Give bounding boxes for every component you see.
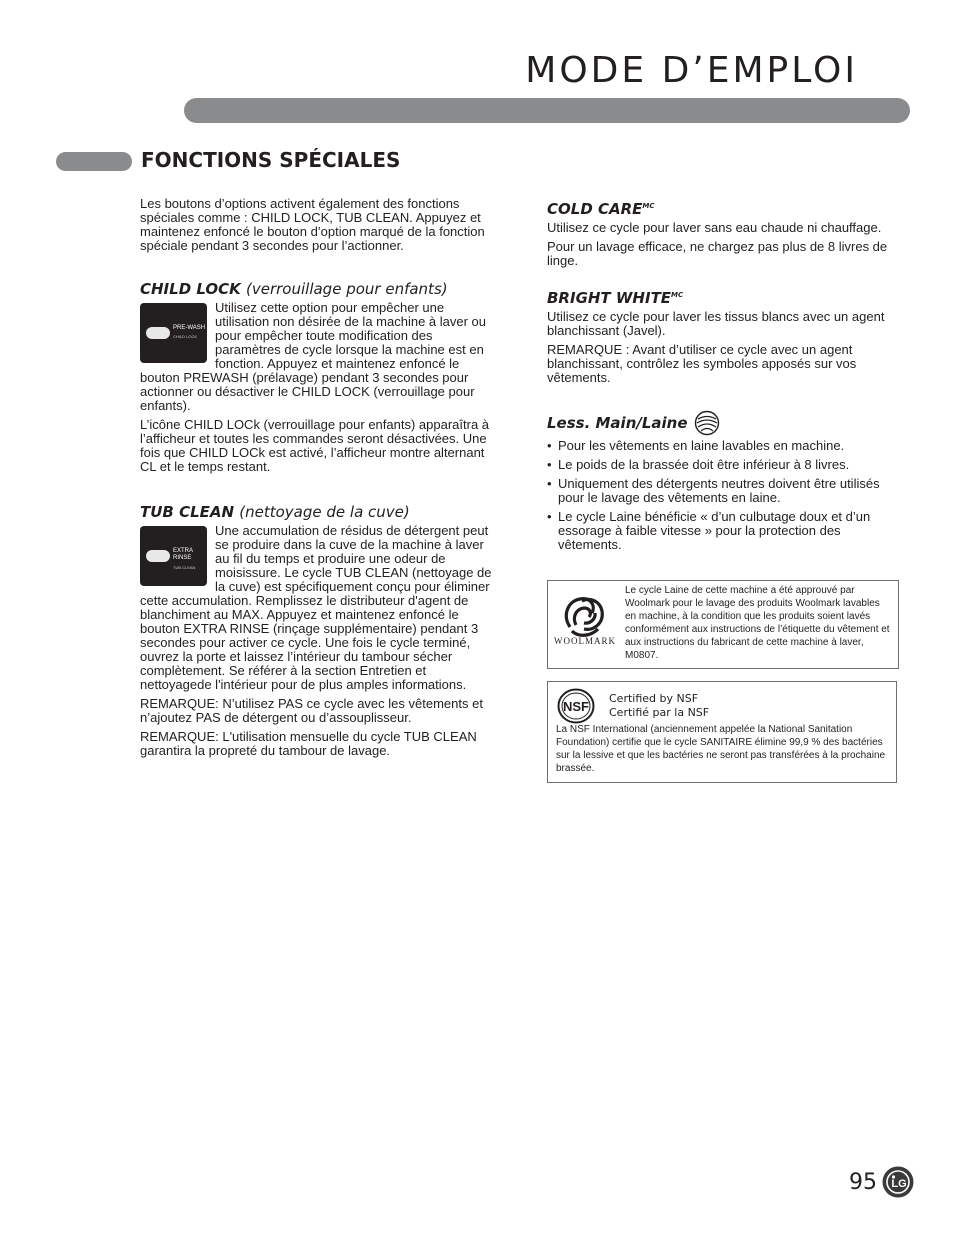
cold-care-title: COLD CARE — [547, 200, 643, 218]
lg-logo-icon — [882, 1166, 914, 1198]
child-lock-heading — [140, 280, 495, 298]
wool-title: Less. Main/Laine — [547, 414, 688, 432]
list-item: • Le cycle Laine bénéficie « d’un culbutage doux et d’un essorage à faible vitesse » pour la protection des vêtements. — [547, 509, 871, 552]
nsf-certification — [609, 692, 709, 720]
list-item: • Le poids de la brassée doit être inférieur à 8 livres. — [547, 457, 850, 472]
child-lock-sublabel: CHILD LOCK — [173, 334, 198, 339]
bright-white-title: BRIGHT WHITE — [547, 289, 672, 307]
nsf-logo-icon — [557, 688, 595, 724]
list-item: • Uniquement des détergents neutres doivent être utilisés pour le lavage des vêtements en laine. — [547, 476, 880, 505]
child-lock-title: CHILD LOCK — [140, 280, 241, 298]
list-item: • Pour les vêtements en laine lavables en machine. — [547, 438, 845, 453]
spacer — [140, 479, 495, 503]
nsf-cert-fr: Certifié par la NSF — [609, 706, 710, 719]
nsf-text: La NSF International (anciennement appelée la National Sanitation Foundation) certifie que le cycle SANITAIRE élimine 99,9 % des bactéries sur la lessive et que les bactéries ne seront pas transférées à la prochaine brassée. — [556, 724, 886, 774]
bright-white-text-2: REMARQUE : Avant d’utiliser ce cycle avec un agent blanchissant, contrôlez les symboles apposés sur vos vêtements. — [547, 342, 857, 385]
child-lock-text-1: Utilisez cette option pour empêcher une utilisation non désirée de la machine à laver ou pour empêcher toute modification des paramètres de cycle lorsque la machine est en fonction. Appuyez et maintenez enfoncé le bouton PREWASH (prélavage) pendant 3 secondes pour actionner ou désactiver le CHILD LOCK (verrouillage pour enfants). — [140, 300, 487, 413]
child-lock-subtitle: (verrouillage pour enfants) — [246, 280, 448, 298]
wool-ball-icon — [694, 410, 720, 436]
left-column — [140, 197, 495, 763]
lg-logo-text: LG — [891, 1178, 907, 1190]
wool-heading — [547, 410, 897, 436]
extra-rinse-button-image — [140, 526, 207, 586]
tub-clean-text-1: Une accumulation de résidus de détergent peut se produire dans la cuve de la machine à laver au fil du temps et produire une odeur de moisissure. Le cycle TUB CLEAN (nettoyage de la cuve) est spécifiquement conçu pour éliminer cette accumulation. Remplissez le distributeur d'agent de blanchiment au MAX. Appuyez et maintenez enfoncé le bouton EXTRA RINSE (rinçage supplémentaire) pendant 3 secondes pour activer ce cycle. Une fois le cycle terminé, ouvrez la porte et laissez l’intérieur du tambour sécher complètement. Se référer à la section Entretien et nettoyagede l'intérieur pour de plus amples informations. — [140, 523, 492, 692]
button-pill-icon — [146, 327, 170, 339]
child-lock-text-2: L’icône CHILD LOCk (verrouillage pour enfants) apparaîtra à l’afficheur et toutes les commandes seront désactivées. Une fois que CHILD LOCk est activé, l’afficheur montre alternant CL et le temps restant. — [140, 417, 490, 474]
tub-clean-sublabel: TUB CLEAN — [173, 565, 196, 570]
tub-clean-subtitle: (nettoyage de la cuve) — [239, 503, 410, 521]
spacer — [547, 390, 897, 410]
spacer — [140, 258, 495, 280]
woolmark-text: Le cycle Laine de cette machine a été approuvé par Woolmark pour le lavage des produits Woolmark lavables en machine, à la condition que les produits soient lavés conformément aux instructions de l’étiquette du vêtement et aux instructions du fabricant de cette machine à laver, M0807. — [625, 585, 890, 661]
extra-rinse-label: EXTRA RINSE — [173, 548, 193, 561]
section-title: FONCTIONS SPÉCIALES — [141, 148, 401, 172]
prewash-label: PRE-WASH — [173, 325, 206, 331]
tub-clean-text-3: REMARQUE: L'utilisation mensuelle du cycle TUB CLEAN garantira la propreté du tambour de lavage. — [140, 729, 477, 758]
intro-text: Les boutons d’options activent également des fonctions spéciales comme : CHILD LOCK, TUB CLEAN. Appuyez et maintenez enfoncé le bouton d’option marqué de la fonction spéciale pendant 3 secondes pour l’actionner. — [140, 196, 485, 253]
bright-white-heading — [547, 286, 897, 307]
tub-clean-text-2: REMARQUE: N’utilisez PAS ce cycle avec les vêtements et n’ajoutez PAS de détergent ou d’assouplisseur. — [140, 696, 483, 725]
woolmark-box — [547, 580, 899, 669]
prewash-button-image — [140, 303, 207, 363]
woolmark-word: WOOLMARK — [554, 636, 616, 646]
right-column — [547, 197, 897, 557]
cold-care-mark: MC — [642, 202, 655, 210]
tub-clean-heading — [140, 503, 495, 521]
cold-care-heading — [547, 197, 897, 218]
cold-care-text-2: Pour un lavage efficace, ne chargez pas plus de 8 livres de linge. — [547, 239, 888, 268]
nsf-logo-text: NSF — [563, 699, 589, 714]
bright-white-mark: MC — [671, 291, 684, 299]
nsf-cert-en: Certified by NSF — [609, 692, 699, 705]
button-pill-icon — [146, 550, 170, 562]
spacer — [547, 273, 897, 286]
tub-clean-title: TUB CLEAN — [140, 503, 235, 521]
wool-bullet-list — [547, 439, 897, 552]
section-pill — [56, 152, 132, 171]
header-bar — [184, 98, 910, 123]
nsf-box — [547, 681, 897, 783]
bright-white-text-1: Utilisez ce cycle pour laver les tissus blancs avec un agent blanchissant (Javel). — [547, 309, 885, 338]
cold-care-text-1: Utilisez ce cycle pour laver sans eau chaude ni chauffage. — [547, 220, 882, 235]
page-number: 95 — [849, 1170, 877, 1195]
header-title: MODE D’EMPLOI — [525, 50, 858, 91]
